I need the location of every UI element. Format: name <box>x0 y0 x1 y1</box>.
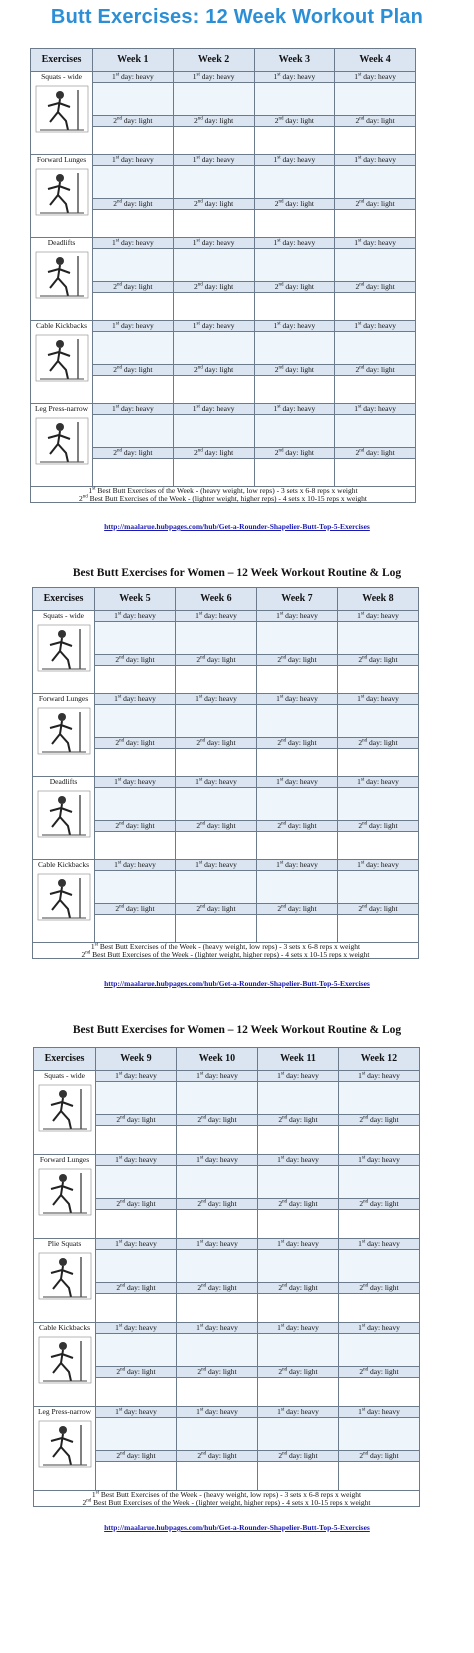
header-exercises: Exercises <box>34 1048 96 1071</box>
log-cell[interactable] <box>176 749 257 777</box>
log-cell[interactable] <box>257 622 338 655</box>
log-cell[interactable] <box>339 1378 420 1407</box>
log-cell[interactable] <box>177 1250 258 1283</box>
heavy-day-label: 1st day: heavy <box>257 611 338 622</box>
log-cell[interactable] <box>257 915 338 943</box>
light-day-label: 2nd day: light <box>254 199 335 210</box>
log-cell[interactable] <box>257 705 338 738</box>
heavy-day-label: 1st day: heavy <box>335 72 416 83</box>
heavy-day-label: 1st day: heavy <box>338 777 419 788</box>
header-week: Week 12 <box>339 1048 420 1071</box>
log-cell[interactable] <box>254 127 335 155</box>
exercise-cell <box>31 72 93 155</box>
log-cell[interactable] <box>254 210 335 238</box>
log-cell[interactable] <box>176 622 257 655</box>
exercise-illustration <box>37 1335 93 1385</box>
exercise-name: Forward Lunges <box>38 694 89 703</box>
heavy-day-label: 1st day: heavy <box>173 404 254 415</box>
heavy-day-label: 1st day: heavy <box>93 321 174 332</box>
light-day-label: 2nd day: light <box>96 1451 177 1462</box>
light-day-label: 2nd day: light <box>258 1367 339 1378</box>
exercise-illustration <box>36 706 92 756</box>
exercise-name: Deadlifts <box>49 777 78 786</box>
light-day-label: 2nd day: light <box>176 738 257 749</box>
light-day-label: 2nd day: light <box>335 365 416 376</box>
light-day-label: 2nd day: light <box>173 282 254 293</box>
log-cell[interactable] <box>258 1210 339 1239</box>
section-title-3: Best Butt Exercises for Women – 12 Week Workout Routine & Log <box>72 1024 402 1036</box>
exercise-name: Forward Lunges <box>39 1155 90 1164</box>
log-cell[interactable] <box>258 1126 339 1155</box>
heavy-day-label: 1st day: heavy <box>173 238 254 249</box>
log-cell[interactable] <box>95 788 176 821</box>
heavy-day-label: 1st day: heavy <box>335 155 416 166</box>
light-day-label: 2nd day: light <box>258 1451 339 1462</box>
header-week: Week 11 <box>258 1048 339 1071</box>
log-cell[interactable] <box>254 415 335 448</box>
log-cell[interactable] <box>173 376 254 404</box>
log-cell[interactable] <box>93 127 174 155</box>
log-cell[interactable] <box>335 415 416 448</box>
log-cell[interactable] <box>95 622 176 655</box>
heavy-day-label: 1st day: heavy <box>338 694 419 705</box>
log-cell[interactable] <box>176 871 257 904</box>
footnote: 1st Best Butt Exercises of the Week - (heavy weight, low reps) - 3 sets x 6-8 reps x weight 2nd Best Butt Exercises of the Week - (lighter weight, higher reps) - 4 sets x 10-15 reps x weight <box>33 943 419 959</box>
log-cell[interactable] <box>258 1462 339 1491</box>
light-day-label: 2nd day: light <box>257 821 338 832</box>
log-cell[interactable] <box>177 1418 258 1451</box>
log-cell[interactable] <box>93 459 174 487</box>
log-cell[interactable] <box>95 666 176 694</box>
heavy-day-label: 1st day: heavy <box>96 1071 177 1082</box>
light-day-label: 2nd day: light <box>96 1115 177 1126</box>
log-cell[interactable] <box>93 249 174 282</box>
light-day-label: 2nd day: light <box>93 448 174 459</box>
heavy-day-label: 1st day: heavy <box>173 72 254 83</box>
light-day-label: 2nd day: light <box>95 655 176 666</box>
workout-table-weeks-9-12 <box>33 1047 420 1507</box>
log-cell[interactable] <box>335 166 416 199</box>
log-cell[interactable] <box>96 1126 177 1155</box>
exercise-illustration <box>37 1083 93 1133</box>
log-cell[interactable] <box>254 293 335 321</box>
log-cell[interactable] <box>339 1210 420 1239</box>
exercise-illustration <box>36 623 92 673</box>
heavy-day-label: 1st day: heavy <box>258 1407 339 1418</box>
log-cell[interactable] <box>95 749 176 777</box>
heavy-day-label: 1st day: heavy <box>176 860 257 871</box>
heavy-day-label: 1st day: heavy <box>338 611 419 622</box>
heavy-day-label: 1st day: heavy <box>96 1323 177 1334</box>
heavy-day-label: 1st day: heavy <box>339 1323 420 1334</box>
log-cell[interactable] <box>177 1126 258 1155</box>
light-day-label: 2nd day: light <box>93 282 174 293</box>
light-day-label: 2nd day: light <box>339 1367 420 1378</box>
light-day-label: 2nd day: light <box>335 448 416 459</box>
light-day-label: 2nd day: light <box>177 1283 258 1294</box>
exercise-cell <box>31 238 93 321</box>
heavy-day-label: 1st day: heavy <box>173 155 254 166</box>
light-day-label: 2nd day: light <box>93 116 174 127</box>
log-cell[interactable] <box>338 871 419 904</box>
light-day-label: 2nd day: light <box>339 1199 420 1210</box>
heavy-day-label: 1st day: heavy <box>173 321 254 332</box>
heavy-day-label: 1st day: heavy <box>177 1407 258 1418</box>
log-cell[interactable] <box>254 376 335 404</box>
log-cell[interactable] <box>177 1166 258 1199</box>
log-cell[interactable] <box>177 1082 258 1115</box>
log-cell[interactable] <box>339 1082 420 1115</box>
heavy-day-label: 1st day: heavy <box>339 1239 420 1250</box>
heavy-day-label: 1st day: heavy <box>254 72 335 83</box>
light-day-label: 2nd day: light <box>257 655 338 666</box>
exercise-name: Forward Lunges <box>36 155 87 164</box>
heavy-day-label: 1st day: heavy <box>338 860 419 871</box>
light-day-label: 2nd day: light <box>335 282 416 293</box>
light-day-label: 2nd day: light <box>254 365 335 376</box>
log-cell[interactable] <box>96 1418 177 1451</box>
exercise-illustration <box>37 1251 93 1301</box>
light-day-label: 2nd day: light <box>258 1115 339 1126</box>
log-cell[interactable] <box>96 1334 177 1367</box>
log-cell[interactable] <box>173 249 254 282</box>
light-day-label: 2nd day: light <box>177 1367 258 1378</box>
header-week: Week 1 <box>93 49 174 72</box>
log-cell[interactable] <box>177 1334 258 1367</box>
section-title-2: Best Butt Exercises for Women – 12 Week Workout Routine & Log <box>72 567 402 579</box>
light-day-label: 2nd day: light <box>95 904 176 915</box>
heavy-day-label: 1st day: heavy <box>177 1071 258 1082</box>
main-title: Butt Exercises: 12 Week Workout Plan <box>50 6 424 28</box>
exercise-cell <box>31 404 93 487</box>
exercise-cell <box>34 1323 96 1407</box>
log-cell[interactable] <box>95 705 176 738</box>
log-cell[interactable] <box>257 666 338 694</box>
log-cell[interactable] <box>176 705 257 738</box>
light-day-label: 2nd day: light <box>338 821 419 832</box>
exercise-illustration <box>34 250 90 300</box>
log-cell[interactable] <box>95 871 176 904</box>
heavy-day-label: 1st day: heavy <box>95 777 176 788</box>
log-cell[interactable] <box>96 1462 177 1491</box>
log-cell[interactable] <box>258 1294 339 1323</box>
log-cell[interactable] <box>177 1462 258 1491</box>
log-cell[interactable] <box>173 293 254 321</box>
log-cell[interactable] <box>177 1378 258 1407</box>
log-cell[interactable] <box>338 666 419 694</box>
log-cell[interactable] <box>258 1334 339 1367</box>
heavy-day-label: 1st day: heavy <box>93 155 174 166</box>
exercise-illustration <box>36 872 92 922</box>
log-cell[interactable] <box>338 788 419 821</box>
footnote: 1st Best Butt Exercises of the Week - (heavy weight, low reps) - 3 sets x 6-8 reps x weight 2nd Best Butt Exercises of the Week - (lighter weight, higher reps) - 4 sets x 10-15 reps x weight <box>31 487 416 503</box>
heavy-day-label: 1st day: heavy <box>96 1407 177 1418</box>
exercise-cell <box>33 860 95 943</box>
light-day-label: 2nd day: light <box>338 738 419 749</box>
log-cell[interactable] <box>173 83 254 116</box>
exercise-name: Plie Squats <box>47 1239 82 1248</box>
log-cell[interactable] <box>93 83 174 116</box>
light-day-label: 2nd day: light <box>176 821 257 832</box>
log-cell[interactable] <box>335 376 416 404</box>
light-day-label: 2nd day: light <box>173 199 254 210</box>
header-week: Week 7 <box>257 588 338 611</box>
source-link-3[interactable]: http://maalarue.hubpages.com/hub/Get-a-Rounder-Shapelier-Butt-Top-5-Exercises <box>104 1523 370 1532</box>
header-week: Week 10 <box>177 1048 258 1071</box>
light-day-label: 2nd day: light <box>338 904 419 915</box>
heavy-day-label: 1st day: heavy <box>93 238 174 249</box>
log-cell[interactable] <box>173 459 254 487</box>
log-cell[interactable] <box>93 210 174 238</box>
exercise-illustration <box>34 167 90 217</box>
light-day-label: 2nd day: light <box>257 904 338 915</box>
exercise-illustration <box>34 416 90 466</box>
log-cell[interactable] <box>176 832 257 860</box>
log-cell[interactable] <box>257 871 338 904</box>
light-day-label: 2nd day: light <box>93 365 174 376</box>
heavy-day-label: 1st day: heavy <box>335 404 416 415</box>
heavy-day-label: 1st day: heavy <box>257 777 338 788</box>
light-day-label: 2nd day: light <box>335 116 416 127</box>
heavy-day-label: 1st day: heavy <box>177 1155 258 1166</box>
log-cell[interactable] <box>335 332 416 365</box>
exercise-name: Leg Press-narrow <box>37 1407 92 1416</box>
log-cell[interactable] <box>258 1418 339 1451</box>
header-week: Week 5 <box>95 588 176 611</box>
log-cell[interactable] <box>338 915 419 943</box>
log-cell[interactable] <box>96 1378 177 1407</box>
log-cell[interactable] <box>173 127 254 155</box>
heavy-day-label: 1st day: heavy <box>176 611 257 622</box>
log-cell[interactable] <box>338 832 419 860</box>
log-cell[interactable] <box>335 459 416 487</box>
light-day-label: 2nd day: light <box>254 282 335 293</box>
heavy-day-label: 1st day: heavy <box>257 860 338 871</box>
exercise-cell <box>33 611 95 694</box>
workout-table-weeks-5-8 <box>32 587 419 959</box>
footnote: 1st Best Butt Exercises of the Week - (heavy weight, low reps) - 3 sets x 6-8 reps x weight 2nd Best Butt Exercises of the Week - (lighter weight, higher reps) - 4 sets x 10-15 reps x weight <box>34 1491 420 1507</box>
light-day-label: 2nd day: light <box>173 448 254 459</box>
log-cell[interactable] <box>339 1250 420 1283</box>
heavy-day-label: 1st day: heavy <box>93 72 174 83</box>
light-day-label: 2nd day: light <box>176 904 257 915</box>
header-exercises: Exercises <box>31 49 93 72</box>
heavy-day-label: 1st day: heavy <box>258 1323 339 1334</box>
log-cell[interactable] <box>339 1294 420 1323</box>
log-cell[interactable] <box>335 127 416 155</box>
log-cell[interactable] <box>335 83 416 116</box>
exercise-name: Cable Kickbacks <box>37 860 90 869</box>
log-cell[interactable] <box>93 332 174 365</box>
heavy-day-label: 1st day: heavy <box>95 860 176 871</box>
heavy-day-label: 1st day: heavy <box>176 777 257 788</box>
light-day-label: 2nd day: light <box>177 1115 258 1126</box>
exercise-name: Cable Kickbacks <box>35 321 88 330</box>
log-cell[interactable] <box>96 1082 177 1115</box>
heavy-day-label: 1st day: heavy <box>258 1239 339 1250</box>
exercise-cell <box>31 321 93 404</box>
log-cell[interactable] <box>176 788 257 821</box>
log-cell[interactable] <box>339 1334 420 1367</box>
light-day-label: 2nd day: light <box>254 448 335 459</box>
log-cell[interactable] <box>173 415 254 448</box>
exercise-name: Deadlifts <box>47 238 76 247</box>
log-cell[interactable] <box>258 1166 339 1199</box>
light-day-label: 2nd day: light <box>339 1451 420 1462</box>
light-day-label: 2nd day: light <box>177 1451 258 1462</box>
heavy-day-label: 1st day: heavy <box>95 694 176 705</box>
exercise-illustration <box>37 1419 93 1469</box>
exercise-cell <box>33 777 95 860</box>
log-cell[interactable] <box>96 1250 177 1283</box>
heavy-day-label: 1st day: heavy <box>258 1071 339 1082</box>
log-cell[interactable] <box>254 459 335 487</box>
heavy-day-label: 1st day: heavy <box>254 155 335 166</box>
exercise-illustration <box>34 333 90 383</box>
log-cell[interactable] <box>258 1250 339 1283</box>
light-day-label: 2nd day: light <box>258 1283 339 1294</box>
heavy-day-label: 1st day: heavy <box>339 1155 420 1166</box>
log-cell[interactable] <box>176 915 257 943</box>
log-cell[interactable] <box>257 749 338 777</box>
log-cell[interactable] <box>335 210 416 238</box>
heavy-day-label: 1st day: heavy <box>335 238 416 249</box>
header-week: Week 8 <box>338 588 419 611</box>
light-day-label: 2nd day: light <box>258 1199 339 1210</box>
heavy-day-label: 1st day: heavy <box>177 1239 258 1250</box>
log-cell[interactable] <box>258 1082 339 1115</box>
heavy-day-label: 1st day: heavy <box>96 1239 177 1250</box>
log-cell[interactable] <box>173 166 254 199</box>
log-cell[interactable] <box>338 622 419 655</box>
log-cell[interactable] <box>257 832 338 860</box>
exercise-cell <box>34 1071 96 1155</box>
log-cell[interactable] <box>95 832 176 860</box>
heavy-day-label: 1st day: heavy <box>177 1323 258 1334</box>
light-day-label: 2nd day: light <box>338 655 419 666</box>
light-day-label: 2nd day: light <box>173 116 254 127</box>
light-day-label: 2nd day: light <box>95 738 176 749</box>
log-cell[interactable] <box>335 293 416 321</box>
exercise-illustration <box>37 1167 93 1217</box>
source-link-2[interactable]: http://maalarue.hubpages.com/hub/Get-a-Rounder-Shapelier-Butt-Top-5-Exercises <box>104 979 370 988</box>
exercise-name: Leg Press-narrow <box>34 404 89 413</box>
light-day-label: 2nd day: light <box>93 199 174 210</box>
exercise-cell <box>34 1407 96 1491</box>
light-day-label: 2nd day: light <box>176 655 257 666</box>
light-day-label: 2nd day: light <box>339 1115 420 1126</box>
log-cell[interactable] <box>173 332 254 365</box>
light-day-label: 2nd day: light <box>335 199 416 210</box>
exercise-name: Squats - wide <box>41 72 82 81</box>
heavy-day-label: 1st day: heavy <box>335 321 416 332</box>
exercise-cell <box>33 694 95 777</box>
heavy-day-label: 1st day: heavy <box>96 1155 177 1166</box>
light-day-label: 2nd day: light <box>254 116 335 127</box>
heavy-day-label: 1st day: heavy <box>254 238 335 249</box>
log-cell[interactable] <box>176 666 257 694</box>
log-cell[interactable] <box>335 249 416 282</box>
log-cell[interactable] <box>254 166 335 199</box>
header-week: Week 2 <box>173 49 254 72</box>
light-day-label: 2nd day: light <box>96 1199 177 1210</box>
log-cell[interactable] <box>338 749 419 777</box>
exercise-cell <box>31 155 93 238</box>
log-cell[interactable] <box>257 788 338 821</box>
log-cell[interactable] <box>93 166 174 199</box>
workout-table-weeks-1-4 <box>30 48 416 503</box>
log-cell[interactable] <box>254 332 335 365</box>
heavy-day-label: 1st day: heavy <box>254 404 335 415</box>
heavy-day-label: 1st day: heavy <box>257 694 338 705</box>
light-day-label: 2nd day: light <box>95 821 176 832</box>
light-day-label: 2nd day: light <box>96 1367 177 1378</box>
exercise-name: Squats - wide <box>44 1071 85 1080</box>
exercise-cell <box>34 1155 96 1239</box>
heavy-day-label: 1st day: heavy <box>339 1071 420 1082</box>
header-exercises: Exercises <box>33 588 95 611</box>
light-day-label: 2nd day: light <box>339 1283 420 1294</box>
light-day-label: 2nd day: light <box>96 1283 177 1294</box>
header-week: Week 4 <box>335 49 416 72</box>
log-cell[interactable] <box>93 415 174 448</box>
exercise-name: Cable Kickbacks <box>38 1323 91 1332</box>
log-cell[interactable] <box>177 1210 258 1239</box>
light-day-label: 2nd day: light <box>177 1199 258 1210</box>
heavy-day-label: 1st day: heavy <box>254 321 335 332</box>
log-cell[interactable] <box>254 83 335 116</box>
log-cell[interactable] <box>93 376 174 404</box>
exercise-name: Squats - wide <box>43 611 84 620</box>
source-link-1[interactable]: http://maalarue.hubpages.com/hub/Get-a-Rounder-Shapelier-Butt-Top-5-Exercises <box>104 522 370 531</box>
exercise-illustration <box>36 789 92 839</box>
heavy-day-label: 1st day: heavy <box>258 1155 339 1166</box>
log-cell[interactable] <box>96 1166 177 1199</box>
log-cell[interactable] <box>95 915 176 943</box>
header-week: Week 9 <box>96 1048 177 1071</box>
log-cell[interactable] <box>96 1294 177 1323</box>
log-cell[interactable] <box>338 705 419 738</box>
heavy-day-label: 1st day: heavy <box>339 1407 420 1418</box>
log-cell[interactable] <box>339 1462 420 1491</box>
log-cell[interactable] <box>93 293 174 321</box>
log-cell[interactable] <box>177 1294 258 1323</box>
log-cell[interactable] <box>96 1210 177 1239</box>
heavy-day-label: 1st day: heavy <box>93 404 174 415</box>
heavy-day-label: 1st day: heavy <box>95 611 176 622</box>
light-day-label: 2nd day: light <box>257 738 338 749</box>
log-cell[interactable] <box>254 249 335 282</box>
exercise-illustration <box>34 84 90 134</box>
log-cell[interactable] <box>339 1126 420 1155</box>
log-cell[interactable] <box>173 210 254 238</box>
log-cell[interactable] <box>339 1166 420 1199</box>
heavy-day-label: 1st day: heavy <box>176 694 257 705</box>
light-day-label: 2nd day: light <box>173 365 254 376</box>
log-cell[interactable] <box>339 1418 420 1451</box>
exercise-cell <box>34 1239 96 1323</box>
header-week: Week 3 <box>254 49 335 72</box>
log-cell[interactable] <box>258 1378 339 1407</box>
header-week: Week 6 <box>176 588 257 611</box>
